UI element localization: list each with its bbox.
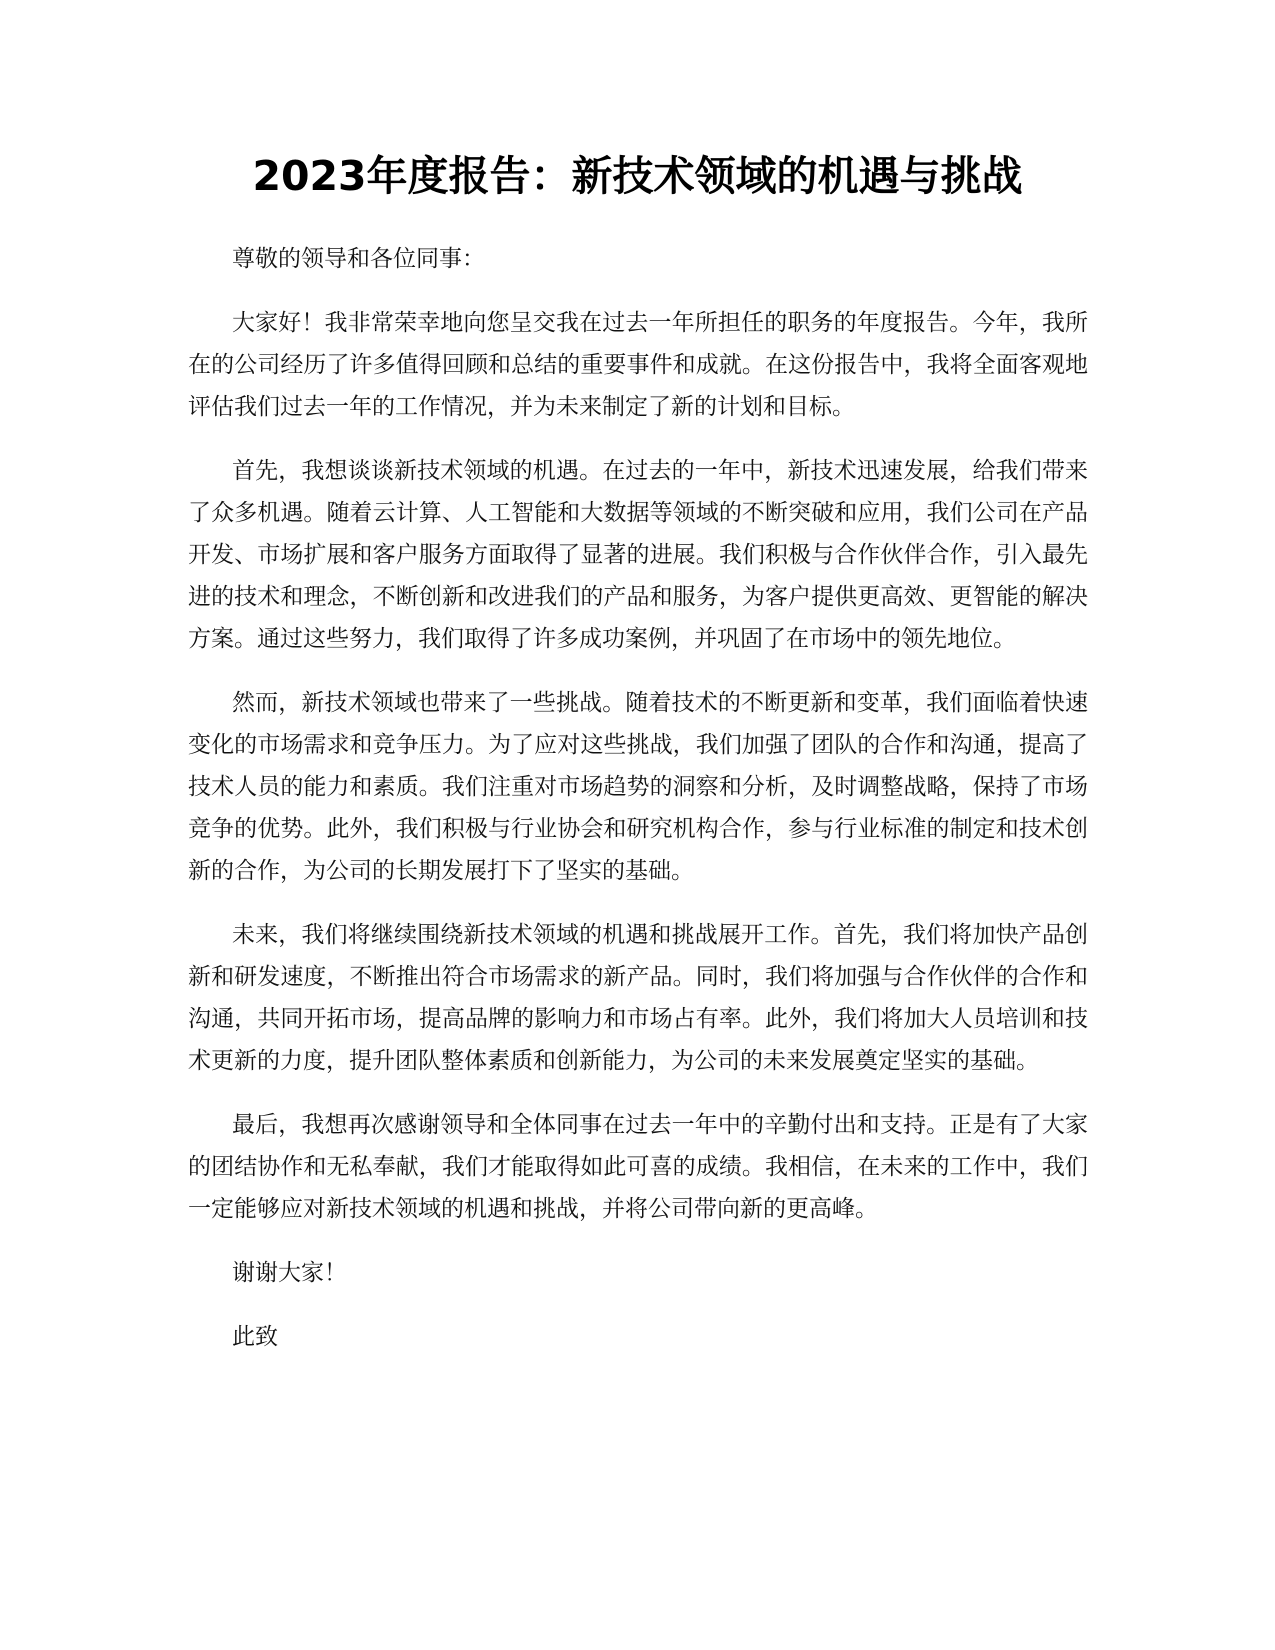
closing-thanks: 谢谢大家！ [232,1260,347,1286]
salutation: 尊敬的领导和各位同事： [232,246,485,272]
document-title: 2023年度报告：新技术领域的机遇与挑战 [252,152,1023,200]
paragraph-challenges: 然而，新技术领域也带来了一些挑战。随着技术的不断更新和变革，我们面临着快速变化的市场需求和竞争压力。为了应对这些挑战，我们加强了团队的合作和沟通，提高了技术人员的能力和素质。我们注重对市场趋势的洞察和分析，及时调整战略，保持了市场竞争的优势。此外，我们积极与行业协会和研究机构合作，参与行业标准的制定和技术创新的合作，为公司的长期发展打下了坚实的基础。 [188,690,1088,884]
paragraph-opportunities: 首先，我想谈谈新技术领域的机遇。在过去的一年中，新技术迅速发展，给我们带来了众多机遇。随着云计算、人工智能和大数据等领域的不断突破和应用，我们公司在产品开发、市场扩展和客户服务方面取得了显著的进展。我们积极与合作伙伴合作，引入最先进的技术和理念，不断创新和改进我们的产品和服务，为客户提供更高效、更智能的解决方案。通过这些努力，我们取得了许多成功案例，并巩固了在市场中的领先地位。 [188,458,1088,652]
paragraph-intro: 大家好！我非常荣幸地向您呈交我在过去一年所担任的职务的年度报告。今年，我所在的公司经历了许多值得回顾和总结的重要事件和成就。在这份报告中，我将全面客观地评估我们过去一年的工作情况，并为未来制定了新的计划和目标。 [188,310,1088,420]
paragraph-gratitude: 最后，我想再次感谢领导和全体同事在过去一年中的辛勤付出和支持。正是有了大家的团结协作和无私奉献，我们才能取得如此可喜的成绩。我相信，在未来的工作中，我们一定能够应对新技术领域的机遇和挑战，并将公司带向新的更高峰。 [188,1112,1088,1222]
closing-regards: 此致 [232,1324,278,1350]
paragraph-future: 未来，我们将继续围绕新技术领域的机遇和挑战展开工作。首先，我们将加快产品创新和研发速度，不断推出符合市场需求的新产品。同时，我们将加强与合作伙伴的合作和沟通，共同开拓市场，提高品牌的影响力和市场占有率。此外，我们将加大人员培训和技术更新的力度，提升团队整体素质和创新能力，为公司的未来发展奠定坚实的基础。 [188,922,1088,1074]
document-body [188,238,1088,1380]
